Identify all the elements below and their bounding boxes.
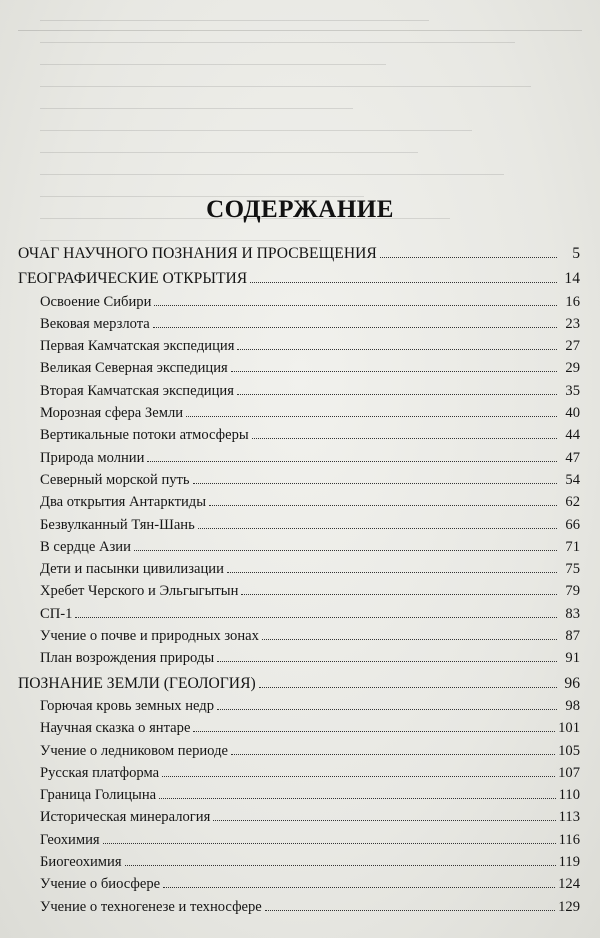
dot-leader <box>231 371 557 372</box>
toc-page-number: 87 <box>565 628 580 645</box>
toc-page-number: 113 <box>558 809 580 826</box>
toc-page-number: 79 <box>565 583 580 600</box>
toc-page-number: 101 <box>558 720 580 737</box>
dot-leader <box>265 910 555 911</box>
dot-leader <box>125 865 556 866</box>
toc-entry-title: В сердце Азии <box>40 538 131 555</box>
toc-entry[interactable] <box>18 603 580 625</box>
toc-page-number: 62 <box>565 494 580 511</box>
toc-entry-title: Историческая минералогия <box>40 809 211 826</box>
dot-leader <box>231 754 555 755</box>
dot-leader <box>380 257 557 258</box>
toc-entry[interactable] <box>18 291 580 313</box>
toc-entry-title: Учение о почве и природных зонах <box>40 628 259 645</box>
toc-page-number: 14 <box>564 270 580 288</box>
toc-page-number: 5 <box>572 245 580 262</box>
toc-entry[interactable] <box>18 740 580 762</box>
toc-page-number: 54 <box>565 471 580 488</box>
toc-entry-title: СП-1 <box>40 605 73 622</box>
dot-leader <box>262 639 557 640</box>
toc-entry-title: Русская платформа <box>40 764 160 781</box>
dot-leader <box>159 798 556 799</box>
toc-page-number: 105 <box>558 742 580 759</box>
toc-entry-title: Дети и пасынки цивилизации <box>40 561 224 578</box>
toc-entry[interactable] <box>18 491 580 513</box>
toc-page-number: 29 <box>565 360 580 377</box>
toc-entry-title: Освоение Сибири <box>40 293 152 310</box>
toc-entry-title: ПОЗНАНИЕ ЗЕМЛИ (ГЕОЛОГИЯ) <box>18 674 256 692</box>
toc-page-number: 66 <box>565 516 580 533</box>
dot-leader <box>186 416 557 417</box>
toc-entry[interactable] <box>18 357 580 379</box>
toc-entry-title: Великая Северная экспедиция <box>40 360 228 377</box>
dot-leader <box>259 687 557 688</box>
toc-entry-title: Северный морской путь <box>40 471 190 488</box>
toc-page-number: 124 <box>558 876 580 893</box>
toc-page-number: 119 <box>558 854 580 871</box>
toc-page-number: 110 <box>558 787 580 804</box>
toc-entry[interactable] <box>18 558 580 580</box>
toc-page-number: 91 <box>565 650 580 667</box>
toc-entry[interactable] <box>18 829 580 851</box>
toc-entry-title: План возрождения природы <box>40 650 215 667</box>
toc-entry-title: Учение о биосфере <box>40 876 161 893</box>
toc-entry-title: Хребет Черского и Эльгыгытын <box>40 583 239 600</box>
toc-page-number: 116 <box>558 831 580 848</box>
toc-entry[interactable] <box>18 402 580 424</box>
toc-entry[interactable] <box>18 873 580 895</box>
toc-page-number: 96 <box>564 674 580 692</box>
dot-leader <box>209 505 557 506</box>
dot-leader <box>227 572 557 573</box>
page-title: СОДЕРЖАНИЕ <box>206 196 394 223</box>
toc-entry-title: Геохимия <box>40 831 100 848</box>
toc-entry[interactable] <box>18 536 580 558</box>
toc-entry-title: ГЕОГРАФИЧЕСКИЕ ОТКРЫТИЯ <box>18 270 248 288</box>
toc-entry[interactable] <box>18 424 580 446</box>
dot-leader <box>250 282 557 283</box>
toc-entry[interactable] <box>18 784 580 806</box>
toc-entry[interactable] <box>18 580 580 602</box>
toc-entry-title: Безвулканный Тян-Шань <box>40 516 195 533</box>
toc-entry[interactable] <box>18 313 580 335</box>
toc-entry-title: Граница Голицына <box>40 787 157 804</box>
dot-leader <box>134 550 557 551</box>
toc-entry[interactable] <box>18 806 580 828</box>
toc-entry[interactable] <box>18 695 580 717</box>
toc-entry[interactable] <box>18 447 580 469</box>
dot-leader <box>217 709 557 710</box>
toc-section[interactable] <box>18 243 580 265</box>
dot-leader <box>193 483 557 484</box>
toc-entry-title: Вторая Камчатская экспедиция <box>40 382 234 399</box>
toc-entry-title: Вековая мерзлота <box>40 315 150 332</box>
dot-leader <box>154 305 557 306</box>
toc-page-number: 27 <box>565 338 580 355</box>
toc-page-number: 98 <box>565 697 580 714</box>
running-head <box>18 10 582 31</box>
toc-entry[interactable] <box>18 469 580 491</box>
toc-entry-title: ОЧАГ НАУЧНОГО ПОЗНАНИЯ И ПРОСВЕЩЕНИЯ <box>18 245 377 262</box>
toc-entry-title: Биогеохимия <box>40 854 122 871</box>
dot-leader <box>153 327 557 328</box>
dot-leader <box>103 843 556 844</box>
toc-entry-title: Природа молнии <box>40 449 145 466</box>
toc-entry[interactable] <box>18 717 580 739</box>
dot-leader <box>237 394 557 395</box>
toc-page-number: 35 <box>565 382 580 399</box>
toc-page-number: 40 <box>565 405 580 422</box>
toc-entry[interactable] <box>18 851 580 873</box>
toc-entry-title: Учение о техногенезе и техносфере <box>40 898 262 915</box>
toc-entry-title: Вертикальные потоки атмосферы <box>40 427 249 444</box>
dot-leader <box>252 438 557 439</box>
toc-entry-title: Горючая кровь земных недр <box>40 697 215 714</box>
toc-page-number: 47 <box>565 449 580 466</box>
toc-entry[interactable] <box>18 625 580 647</box>
toc-page-number: 83 <box>565 605 580 622</box>
toc-entry[interactable] <box>18 514 580 536</box>
toc-section[interactable] <box>18 268 580 290</box>
dot-leader <box>217 661 557 662</box>
toc-entry[interactable] <box>18 335 580 357</box>
toc-entry[interactable] <box>18 896 580 918</box>
toc-entry[interactable] <box>18 762 580 784</box>
toc-page-number: 44 <box>565 427 580 444</box>
toc-entry-title: Учение о ледниковом периоде <box>40 742 228 759</box>
toc-page-number: 16 <box>565 293 580 310</box>
toc-page-number: 107 <box>558 764 580 781</box>
toc-entry-title: Первая Камчатская экспедиция <box>40 338 235 355</box>
toc-entry-title: Морозная сфера Земли <box>40 405 184 422</box>
toc-page-number: 71 <box>565 538 580 555</box>
dot-leader <box>147 461 557 462</box>
toc-entry-title: Два открытия Антарктиды <box>40 494 206 511</box>
toc-page-number: 75 <box>565 561 580 578</box>
dot-leader <box>75 617 557 618</box>
toc-page-number: 129 <box>558 898 580 915</box>
dot-leader <box>198 528 557 529</box>
dot-leader <box>241 594 557 595</box>
table-of-contents <box>18 243 580 918</box>
toc-page-number: 23 <box>565 315 580 332</box>
toc-entry-title: Научная сказка о янтаре <box>40 720 191 737</box>
toc-section[interactable] <box>18 673 580 695</box>
toc-entry[interactable] <box>18 647 580 669</box>
dot-leader <box>193 731 555 732</box>
dot-leader <box>163 887 555 888</box>
dot-leader <box>213 820 555 821</box>
toc-entry[interactable] <box>18 380 580 402</box>
dot-leader <box>162 776 555 777</box>
dot-leader <box>237 349 557 350</box>
